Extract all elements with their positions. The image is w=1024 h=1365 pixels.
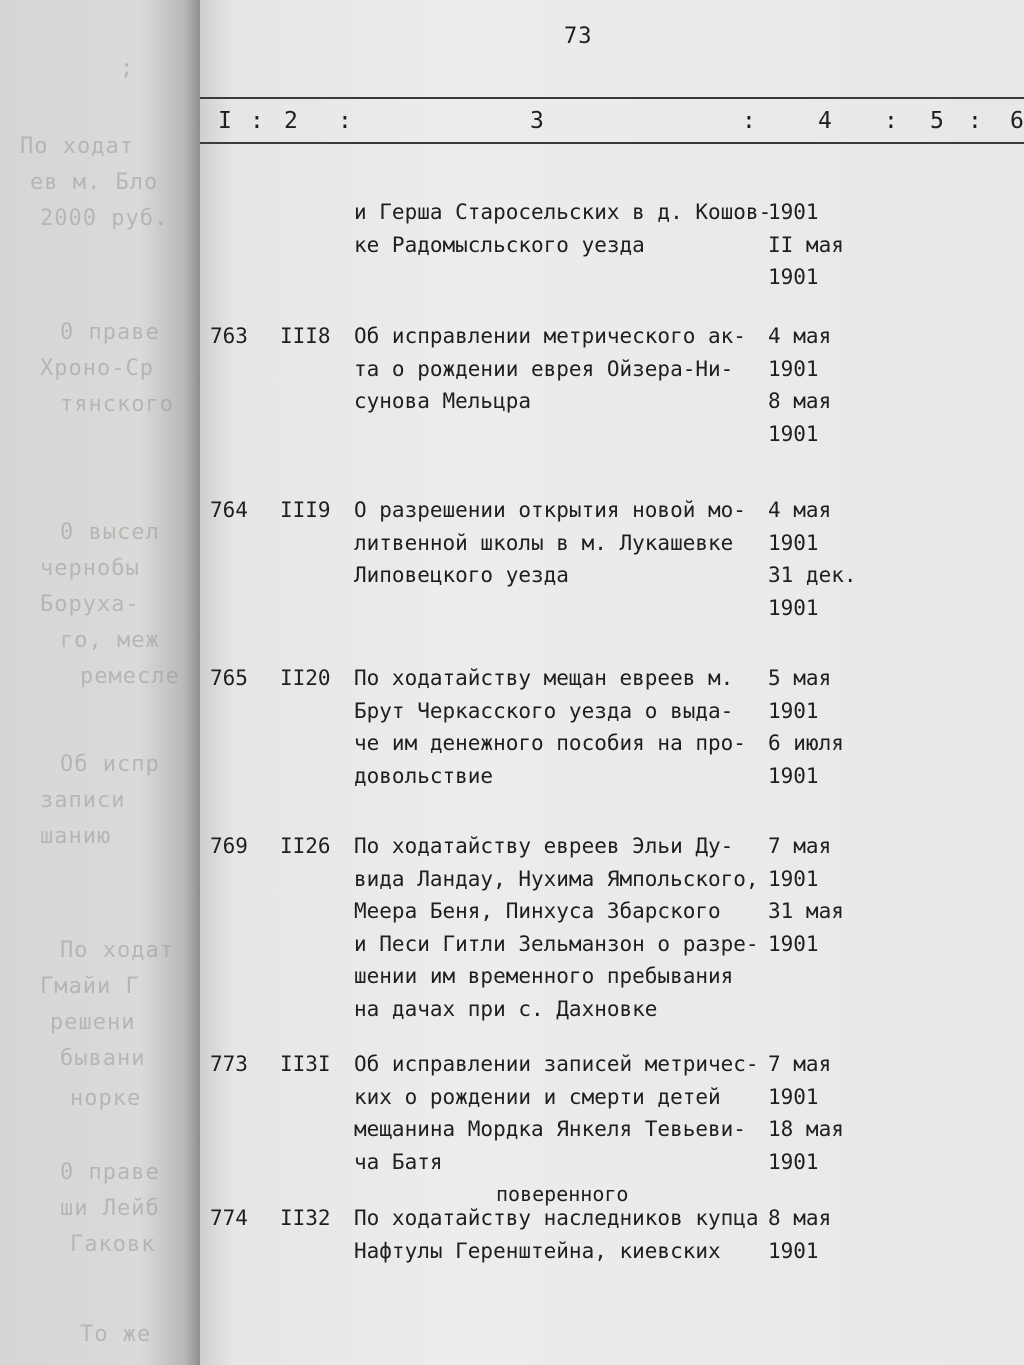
date-line: 1901 <box>768 698 819 723</box>
previous-page-fragment: То же <box>80 1322 152 1347</box>
previous-page-fragment: 0 праве <box>60 1160 160 1185</box>
column-header-5: 5 <box>930 108 944 134</box>
date-line: 1901 <box>768 1238 819 1263</box>
description-line: Брут Черкасского уезда о выда- <box>354 698 734 723</box>
date-line: 4 мая <box>768 324 832 348</box>
previous-page-fragment: бывани <box>60 1046 146 1071</box>
description-line: че им денежного пособия на про- <box>354 731 746 755</box>
date-line: 1901 <box>768 530 819 555</box>
entry-code: II32 <box>280 1206 331 1230</box>
entry-dates <box>768 662 878 792</box>
date-line: 1901 <box>768 595 819 620</box>
description-line: шении им временного пребывания <box>354 964 734 988</box>
description-line: ча Батя <box>354 1149 443 1174</box>
description-line: По ходатайству евреев Эльи Ду- <box>354 834 734 858</box>
description-line: ких о рождении и смерти детей <box>354 1084 721 1109</box>
previous-page-fragment: шанию <box>40 824 112 849</box>
entry-code: II20 <box>280 666 331 690</box>
previous-page-fragment: ; <box>120 56 135 81</box>
entry-number: 765 <box>210 666 248 690</box>
date-line: 7 мая <box>768 834 832 858</box>
entry-description <box>354 1048 774 1178</box>
header-rule-top <box>200 97 1024 99</box>
date-line: 1901 <box>768 866 819 891</box>
previous-page-fragment: По ходат <box>20 134 134 159</box>
entry-dates <box>768 196 878 294</box>
description-line: Меера Беня, Пинхуса Збарского <box>354 899 721 923</box>
column-header-1: I <box>218 108 232 134</box>
date-line: 31 дек. <box>768 563 857 587</box>
previous-page-fragment: ремесле <box>80 664 180 689</box>
description-line: на дачах при с. Дахновке <box>354 996 658 1021</box>
description-line: Об исправлении метрического ак- <box>354 324 746 348</box>
entry-number: 769 <box>210 834 248 858</box>
date-line: 31 мая <box>768 899 844 923</box>
description-line: ке Радомысльского уезда <box>354 232 645 257</box>
column-header-separator: : <box>338 108 352 134</box>
entry-dates <box>768 494 878 624</box>
column-header-row <box>200 108 1024 138</box>
page-number: 73 <box>564 24 593 49</box>
previous-page-fragment: решени <box>50 1010 136 1035</box>
column-header-separator: : <box>884 108 898 134</box>
previous-page-fragment: Гаковк <box>70 1232 156 1257</box>
previous-page-fragment: 2000 руб. <box>40 206 169 231</box>
insertion-note: поверенного <box>496 1182 629 1206</box>
date-line: II мая <box>768 232 844 257</box>
date-line: 1901 <box>768 763 819 788</box>
column-header-6: 6 <box>1010 108 1024 134</box>
entry-dates <box>768 320 878 450</box>
date-line: 1901 <box>768 1149 819 1174</box>
description-line: О разрешении открытия новой мо- <box>354 498 746 522</box>
previous-page-fragment: записи <box>40 788 126 813</box>
previous-page-fragment: чернобы <box>40 556 140 581</box>
description-line: мещанина Мордка Янкеля Тевьеви- <box>354 1117 746 1141</box>
date-line: 1901 <box>768 356 819 381</box>
column-header-4: 4 <box>818 108 832 134</box>
column-header-separator: : <box>250 108 264 134</box>
previous-page-fragment: ев м. Бло <box>30 170 159 195</box>
date-line: 1901 <box>768 931 819 956</box>
column-header-separator: : <box>968 108 982 134</box>
date-line: 18 мая <box>768 1117 844 1141</box>
previous-page-fragment: Боруха- <box>40 592 140 617</box>
entry-code: III9 <box>280 498 331 522</box>
description-line: и Песи Гитли Зельманзон о разре- <box>354 931 759 956</box>
entry-description <box>354 830 774 1025</box>
description-line: Липовецкого уезда <box>354 563 569 587</box>
column-header-2: 2 <box>284 108 298 134</box>
entry-code: II3I <box>280 1052 331 1076</box>
previous-page-fragment: Об испр <box>60 752 160 777</box>
entry-description <box>354 320 774 418</box>
entry-dates <box>768 1048 878 1178</box>
entry-dates <box>768 1202 878 1267</box>
previous-page-fragment: Гмайи Г <box>40 974 140 999</box>
date-line: 8 мая <box>768 389 832 413</box>
document-page <box>200 0 1024 1365</box>
date-line: 7 мая <box>768 1052 832 1076</box>
previous-page-fragment: го, меж <box>60 628 160 653</box>
date-line: 1901 <box>768 421 819 446</box>
previous-page-fragment: 0 высел <box>60 520 160 545</box>
previous-page-fragment: норке <box>70 1086 142 1111</box>
column-header-3: 3 <box>530 108 544 134</box>
entry-code: III8 <box>280 324 331 348</box>
column-header-separator: : <box>742 108 756 134</box>
date-line: 6 июля <box>768 731 844 755</box>
previous-page-fragment: По ходат <box>60 938 174 963</box>
entry-description <box>354 494 774 592</box>
entry-number: 773 <box>210 1052 248 1076</box>
date-line: 1901 <box>768 265 819 289</box>
entry-number: 774 <box>210 1206 248 1230</box>
date-line: 1901 <box>768 1084 819 1109</box>
previous-page-fragment: 0 праве <box>60 320 160 345</box>
description-line: По ходатайству наследников купца <box>354 1206 759 1230</box>
description-line: Об исправлении записей метричес- <box>354 1052 759 1076</box>
description-line: литвенной школы в м. Лукашевке <box>354 530 734 555</box>
header-rule-bottom <box>200 142 1024 144</box>
description-line: довольствие <box>354 763 494 788</box>
date-line: 5 мая <box>768 666 832 690</box>
description-line: та о рождении еврея Ойзера-Ни- <box>354 356 734 381</box>
entry-description <box>354 662 774 792</box>
description-line: По ходатайству мещан евреев м. <box>354 666 734 690</box>
previous-page-fragment: Хрoно-Ср <box>40 356 154 381</box>
description-line: Нафтулы Геренштейна, киевских <box>354 1238 721 1263</box>
description-line: вида Ландау, Нухима Ямпольского, <box>354 866 759 891</box>
entry-description <box>354 196 774 261</box>
date-line: 4 мая <box>768 498 832 522</box>
entry-number: 764 <box>210 498 248 522</box>
entry-description <box>354 1202 774 1267</box>
description-line: и Герша Старосельских в д. Кошов- <box>354 200 772 224</box>
date-line: 1901 <box>768 200 819 224</box>
previous-page-edge <box>0 0 200 1365</box>
entry-number: 763 <box>210 324 248 348</box>
description-line: сунова Мельцра <box>354 389 532 413</box>
date-line: 8 мая <box>768 1206 832 1230</box>
entry-code: II26 <box>280 834 331 858</box>
previous-page-fragment: ши Лейб <box>60 1196 160 1221</box>
entry-dates <box>768 830 878 960</box>
previous-page-fragment: тянского <box>60 392 174 417</box>
